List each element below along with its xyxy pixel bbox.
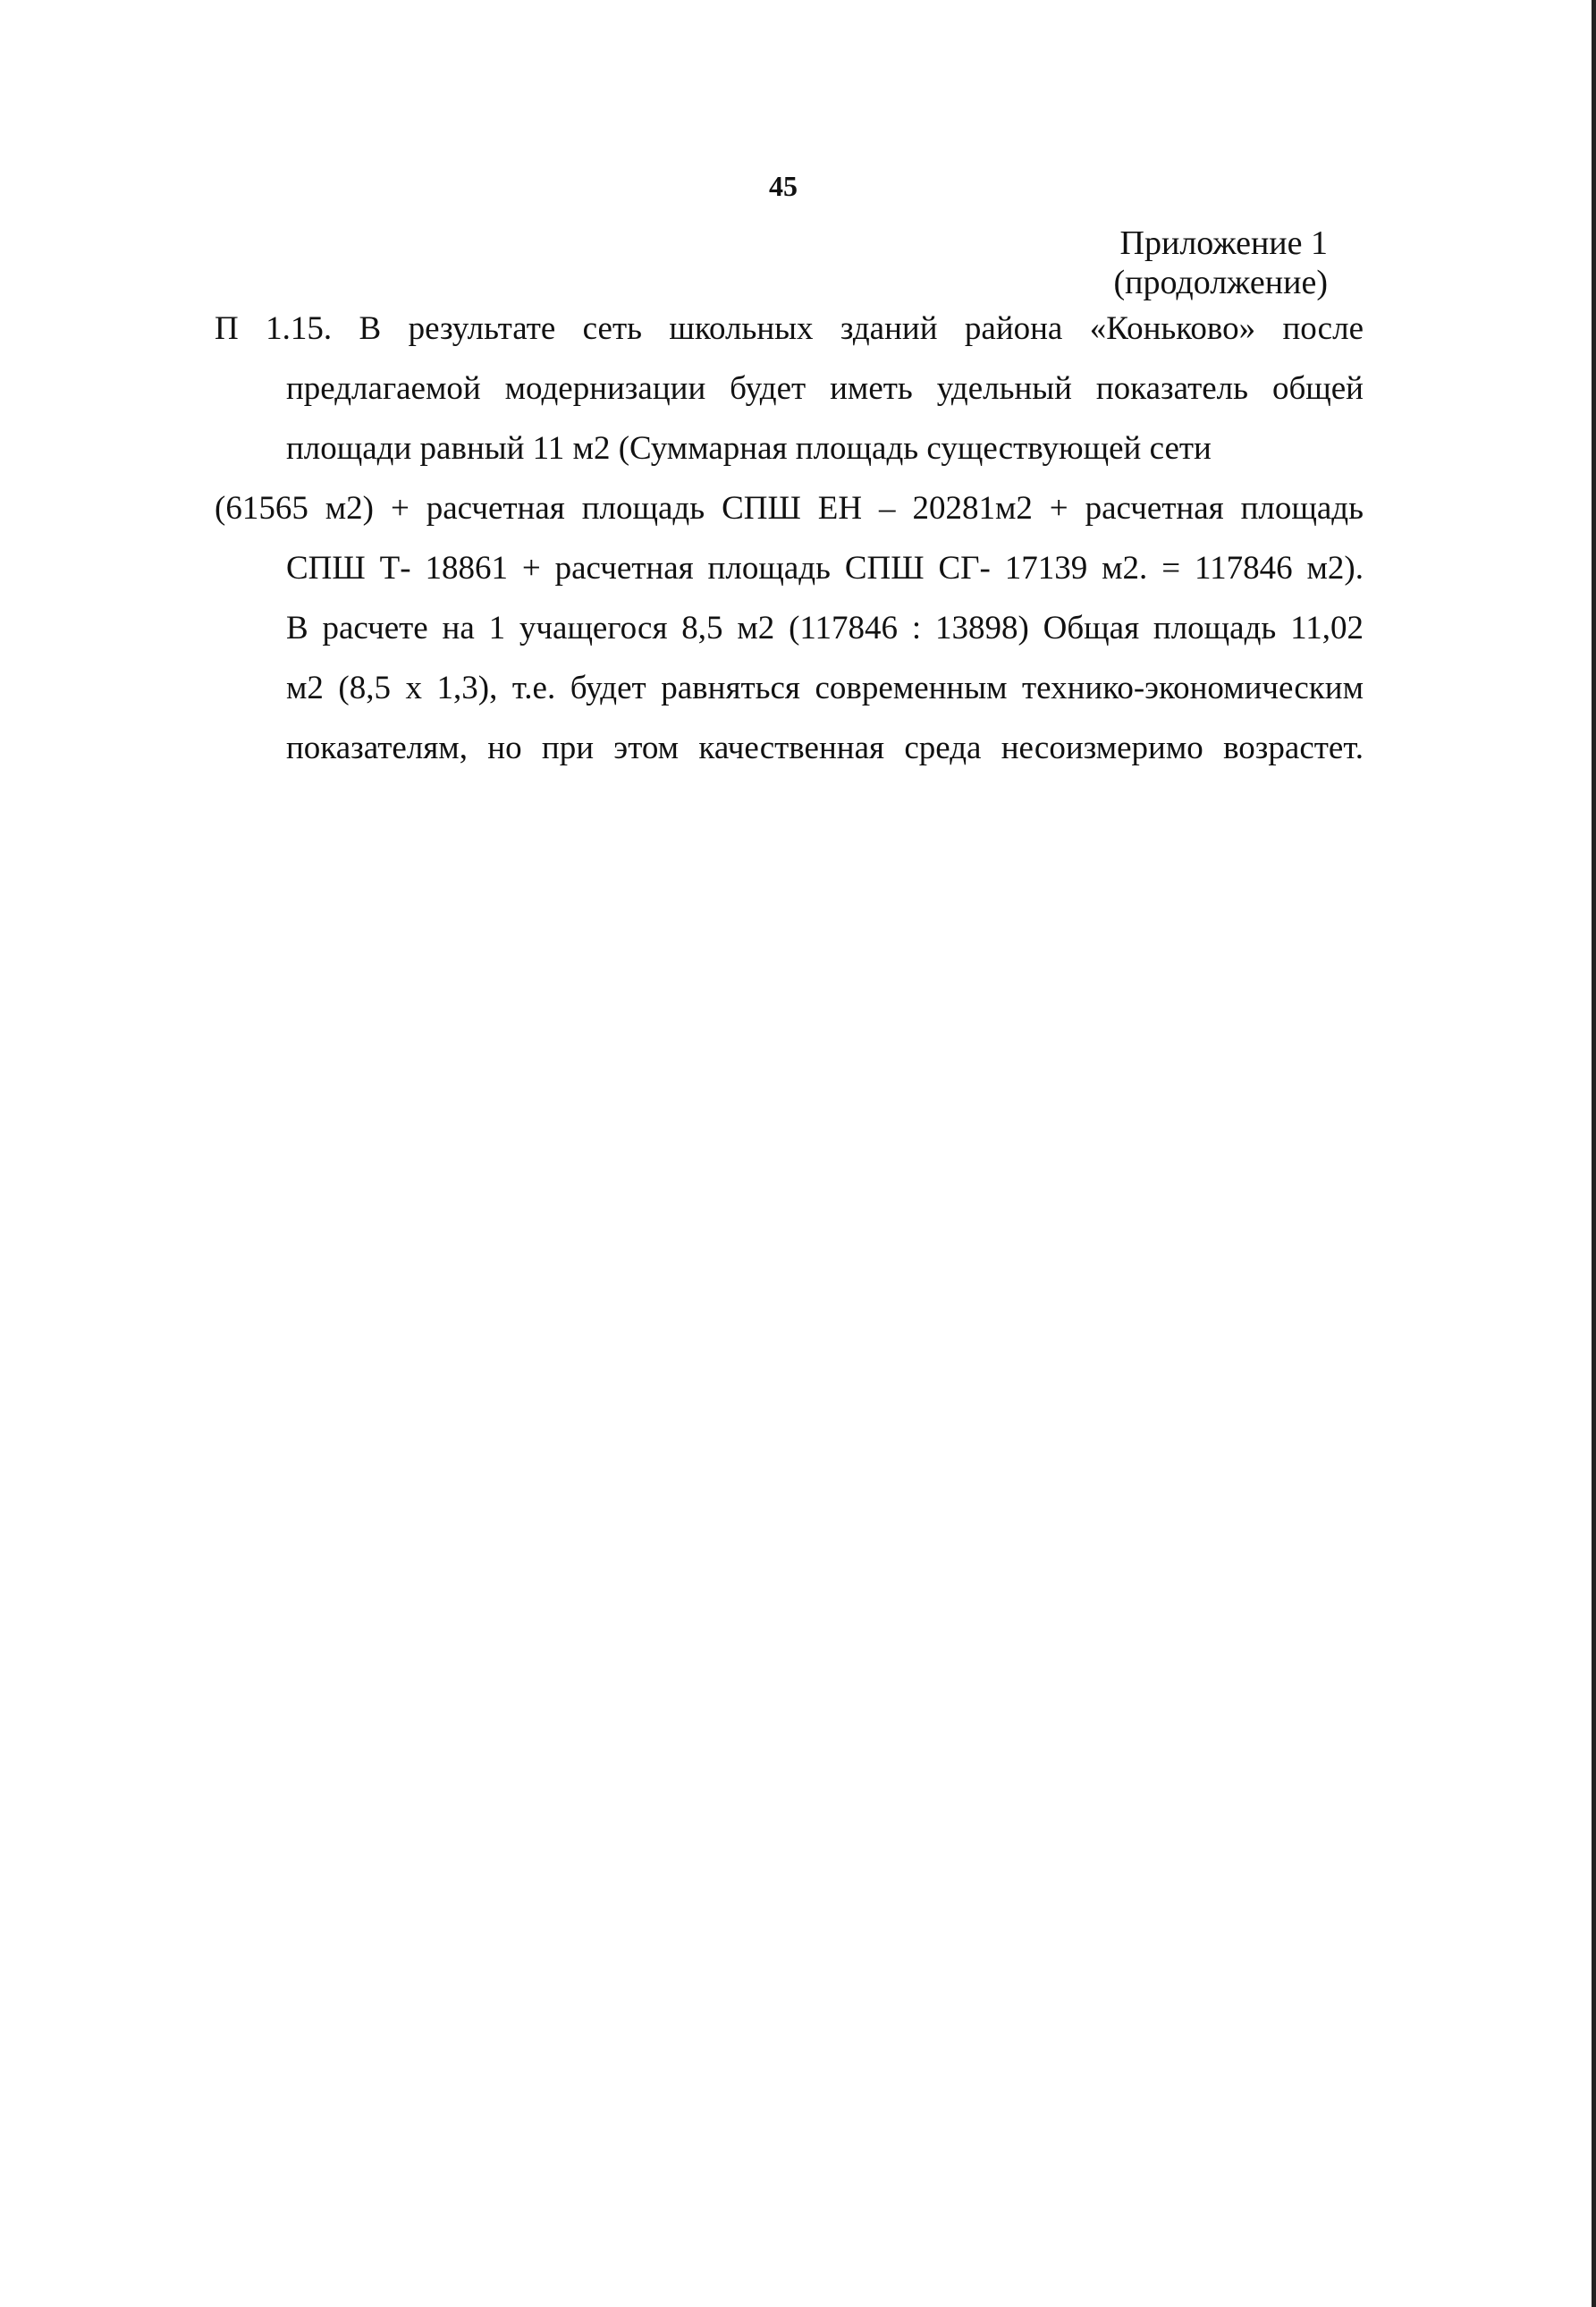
page-number: 45: [769, 170, 798, 202]
paragraph-line: м2 (8,5 х 1,3), т.е. будет равняться современным технико-экономическим: [286, 670, 1364, 706]
paragraph-line: В расчете на 1 учащегося 8,5 м2 (117846 : 13898) Общая площадь 11,02: [286, 610, 1364, 646]
paragraph-line: предлагаемой модернизации будет иметь удельный показатель общей: [286, 370, 1364, 407]
paragraph-line: (61565 м2) + расчетная площадь СПШ ЕН – 20281м2 + расчетная площадь: [215, 490, 1364, 527]
paragraph-line: СПШ Т- 18861 + расчетная площадь СПШ СГ- 17139 м2. = 117846 м2).: [286, 550, 1364, 587]
page-edge: [1592, 0, 1596, 2307]
paragraph-line: площади равный 11 м2 (Суммарная площадь существующей сети: [286, 430, 1212, 467]
appendix-subtitle: (продолжение): [1113, 264, 1328, 301]
appendix-label: [1113, 224, 1328, 302]
paragraph-line: показателям, но при этом качественная среда несоизмеримо возрастет.: [286, 730, 1364, 766]
appendix-title: Приложение 1: [1119, 224, 1328, 262]
paragraph-line: П 1.15. В результате сеть школьных зданий района «Коньково» после: [215, 310, 1364, 347]
